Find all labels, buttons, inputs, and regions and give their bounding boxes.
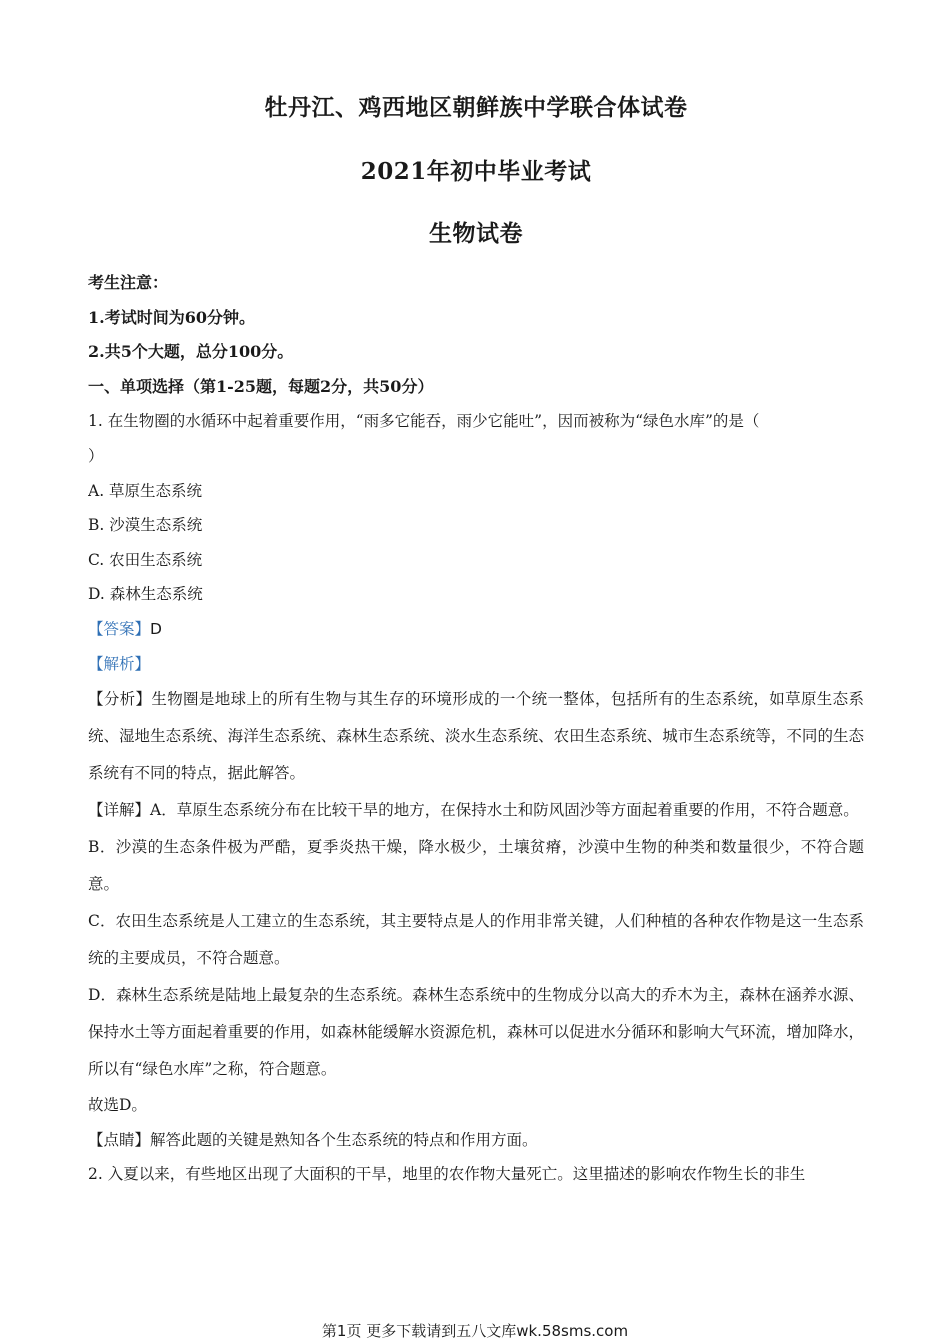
exam-subtitle: 2021年初中毕业考试 xyxy=(360,158,592,185)
analysis-tag: 【解析】 xyxy=(88,654,151,673)
answer-value: D xyxy=(150,619,162,638)
detail-d-paragraph: D．森林生态系统是陆地上最复杂的生态系统。森林生态系统中的生物成分以高大的乔木为主，森林在涵养水源、保持水土等方面起着重要的作用，如森林能缓解水资源危机，森林可以促进水分循环和影响大气环流，增加降水，所以有“绿色水库”之称，符合题意。 xyxy=(88,986,864,1079)
answer-tag: 【答案】 xyxy=(88,619,151,638)
notice-label: 考生注意： xyxy=(88,273,169,292)
notice-item-1: 1.考试时间为60分钟。 xyxy=(88,307,255,327)
exam-title: 牡丹江、鸡西地区朝鲜族中学联合体试卷 xyxy=(264,94,688,121)
dianjing-text: 解答此题的关键是熟知各个生态系统的特点和作用方面。 xyxy=(150,1130,538,1149)
xiangjie-tag: 【详解】 xyxy=(88,801,151,820)
question-1-option-b: B. 沙漠生态系统 xyxy=(88,516,203,535)
answer-line xyxy=(88,612,864,647)
detail-c-paragraph: C．农田生态系统是人工建立的生态系统，其主要特点是人的作用非常关键，人们种植的各种农作物是这一生态系统的主要成员，不符合题意。 xyxy=(88,912,864,968)
subject-title: 生物试卷 xyxy=(429,220,523,247)
conclusion-line: 故选D。 xyxy=(88,1096,147,1115)
dianjing-line xyxy=(88,1123,864,1158)
analysis-paragraph xyxy=(88,681,864,792)
dianjing-tag: 【点睛】 xyxy=(88,1130,151,1149)
detail-a-paragraph xyxy=(88,792,864,829)
question-1-option-a: A. 草原生态系统 xyxy=(88,481,203,500)
fenxi-tag: 【分析】 xyxy=(88,690,152,709)
question-2-stem: 2. 入夏以来，有些地区出现了大面积的干旱，地里的农作物大量死亡。这里描述的影响农作物生长的非生 xyxy=(88,1165,806,1184)
exam-body xyxy=(88,266,864,1192)
question-1-stem-end: ） xyxy=(88,446,104,465)
section-title: 一、单项选择（第1-25题，每题2分，共50分） xyxy=(88,376,434,396)
detail-a-text: A．草原生态系统分布在比较干旱的地方，在保持水土和防风固沙等方面起着重要的作用，不符合题意。 xyxy=(150,801,859,820)
question-1-stem: 1. 在生物圈的水循环中起着重要作用，“雨多它能吞，雨少它能吐”，因而被称为“绿色水库”的是（ xyxy=(88,412,760,431)
question-1-option-d: D. 森林生态系统 xyxy=(88,585,203,604)
page-footer: 第1页 更多下载请到五八文库wk.58sms.com xyxy=(321,1322,629,1340)
detail-b-paragraph: B．沙漠的生态条件极为严酷，夏季炎热干燥，降水极少，土壤贫瘠，沙漠中生物的种类和数量很少，不符合题意。 xyxy=(88,838,864,894)
notice-item-2: 2.共5个大题，总分100分。 xyxy=(88,342,294,362)
question-1-option-c: C. 农田生态系统 xyxy=(88,550,203,569)
fenxi-text: 生物圈是地球上的所有生物与其生存的环境形成的一个统一整体，包括所有的生态系统，如草原生态系统、湿地生态系统、海洋生态系统、森林生态系统、淡水生态系统、农田生态系统、城市生态系统等，不同的生态系统有不同的特点，据此解答。 xyxy=(88,690,864,783)
